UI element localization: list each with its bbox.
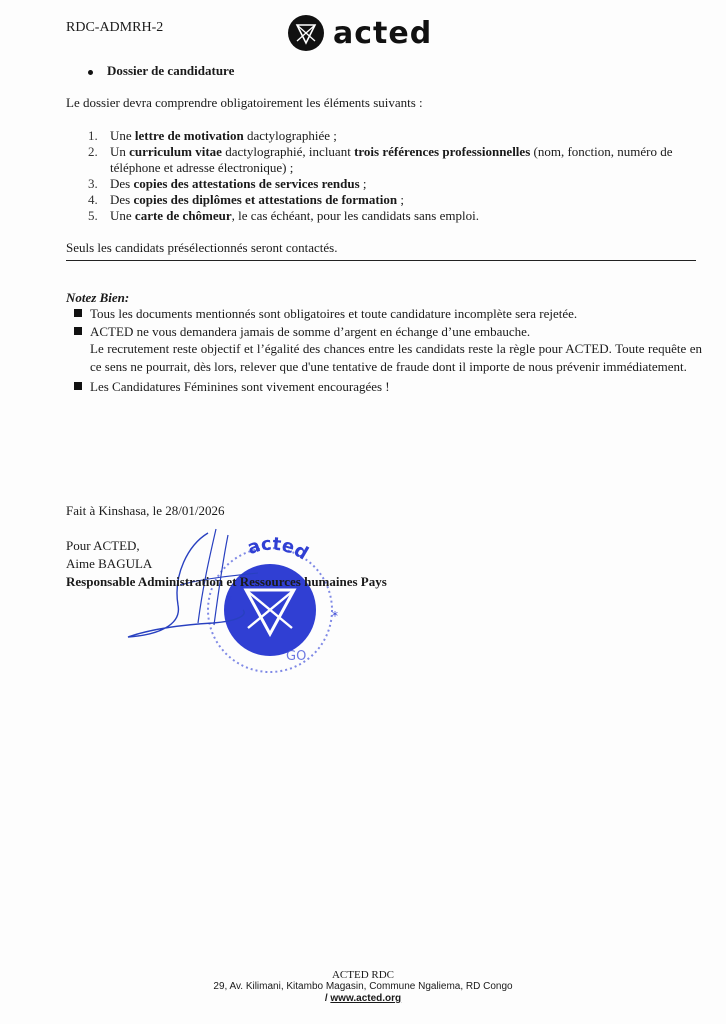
document-reference: RDC-ADMRH-2: [66, 20, 164, 35]
notes-continuation: Le recrutement reste objectif et l’égalité des chances entre les candidats reste la règle pour ACTED. Toute requête en ce sens ne pourrait, dès lors, relever que d'une tentative de fraude dont il importe de nous prévenir immédiatement.: [90, 341, 702, 374]
list-item: Tous les documents mentionnés sont obligatoires et toute candidature incomplète sera rejetée.: [74, 305, 702, 323]
logo-wordmark: acted: [333, 15, 433, 51]
list-item: 4. Des copies des diplômes et attestations de formation ;: [88, 192, 404, 207]
svg-text:*: *: [332, 609, 338, 623]
section-intro: Le dossier devra comprendre obligatoirement les éléments suivants :: [66, 95, 423, 110]
square-bullet-icon: [74, 309, 82, 317]
list-item: 3. Des copies des attestations de services rendus ;: [88, 176, 367, 191]
signatory-role: Responsable Administration et Ressources humaines Pays: [66, 574, 387, 589]
acted-logo-icon: [287, 14, 325, 52]
list-item: ACTED ne vous demandera jamais de somme d’argent en échange d’une embauche. Le recrutement reste objectif et l’égalité des chances entre les candidats reste la règle pour ACTED. Toute requête en ce sens ne pourrait, dès lors, relever que d'une tentative de fraude dont il importe de nous prévenir immédiatement.: [74, 323, 702, 376]
square-bullet-icon: [74, 327, 82, 335]
signatory-name: Aime BAGULA: [66, 556, 153, 571]
place-date: Fait à Kinshasa, le 28/01/2026: [66, 503, 225, 518]
list-item: 5. Une carte de chômeur, le cas échéant, pour les candidats sans emploi.: [88, 208, 479, 223]
list-item: Les Candidatures Féminines sont vivement encouragées !: [74, 378, 702, 396]
footer-address: 29, Av. Kilimani, Kitambo Magasin, Commune Ngaliema, RD Congo: [213, 981, 513, 992]
notes-list: [74, 305, 702, 396]
section-title: Dossier de candidature: [88, 63, 234, 79]
requirements-list: [88, 128, 692, 224]
acted-logo: [287, 14, 432, 52]
square-bullet-icon: [74, 382, 82, 390]
svg-text:acted: acted: [244, 533, 312, 565]
website-link[interactable]: www.acted.org: [330, 993, 402, 1004]
divider: [66, 260, 696, 261]
list-item: 2. Un curriculum vitae dactylographié, incluant trois références professionnelles (nom, fonction, numéro de téléphone et adresse électronique) ;: [88, 144, 673, 175]
contacted-notice: Seuls les candidats présélectionnés seront contactés.: [66, 240, 338, 255]
page-footer: [0, 969, 726, 1005]
svg-text:*: *: [226, 593, 232, 607]
footer-org: ACTED RDC: [331, 969, 395, 981]
list-item: 1. Une lettre de motivation dactylographiée ;: [88, 128, 337, 143]
footer-website-line: / www.acted.org: [324, 993, 402, 1004]
bullet-icon: [88, 70, 93, 75]
svg-text:GO: GO: [286, 649, 307, 664]
signatory-for: Pour ACTED,: [66, 538, 140, 553]
notes-heading: Notez Bien:: [66, 290, 130, 305]
